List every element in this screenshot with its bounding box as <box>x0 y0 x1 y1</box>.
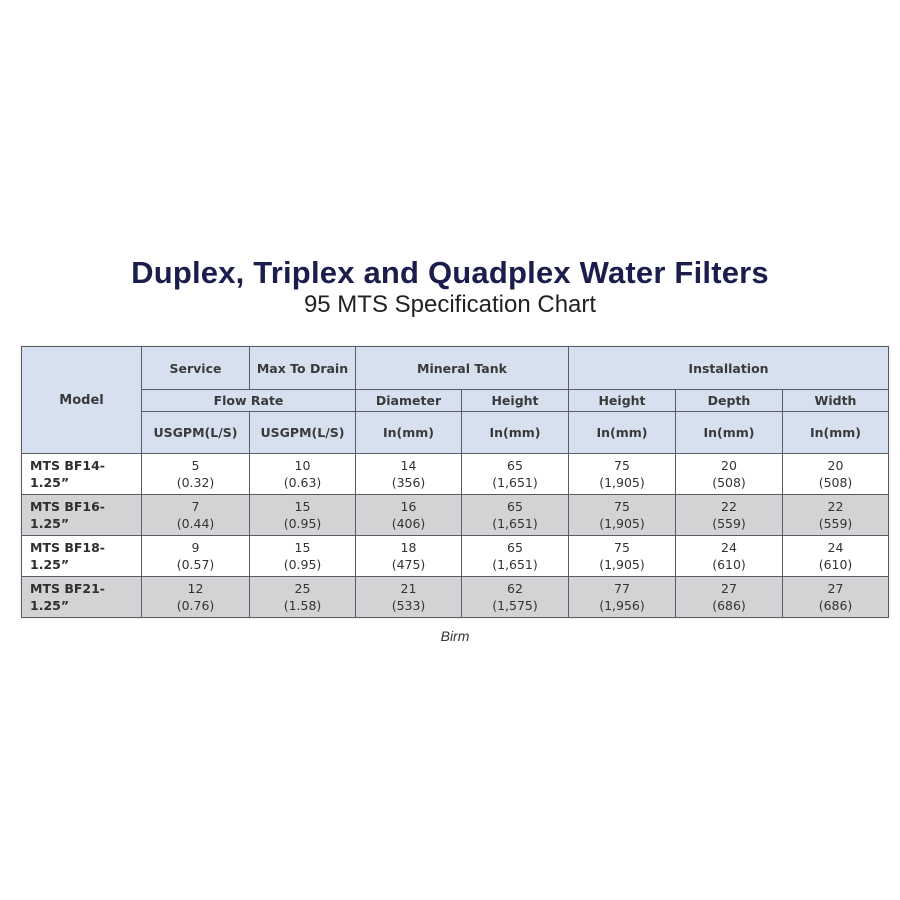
header-mineral-tank: Mineral Tank <box>356 347 569 390</box>
header-model: Model <box>22 347 142 454</box>
header-width: Width <box>783 390 889 412</box>
depth-cell: 20 (508) <box>676 454 783 495</box>
diameter-cell: 16 (406) <box>356 495 462 536</box>
depth-cell: 22 (559) <box>676 495 783 536</box>
header-row-units <box>22 412 889 454</box>
unit-installation-height: In(mm) <box>569 412 676 454</box>
header-depth: Depth <box>676 390 783 412</box>
installation-height-cell: 75 (1,905) <box>569 454 676 495</box>
header-installation: Installation <box>569 347 889 390</box>
max-to-drain-cell: 25 (1.58) <box>250 577 356 618</box>
tank-height-cell: 62 (1,575) <box>462 577 569 618</box>
depth-cell: 24 (610) <box>676 536 783 577</box>
table-caption: Birm <box>440 628 470 644</box>
tank-height-cell: 65 (1,651) <box>462 454 569 495</box>
model-cell: MTS BF18-1.25” <box>22 536 142 577</box>
diameter-cell: 14 (356) <box>356 454 462 495</box>
diameter-cell: 18 (475) <box>356 536 462 577</box>
service-cell: 9 (0.57) <box>142 536 250 577</box>
unit-service: USGPM(L/S) <box>142 412 250 454</box>
header-diameter: Diameter <box>356 390 462 412</box>
model-cell: MTS BF21-1.25” <box>22 577 142 618</box>
installation-height-cell: 75 (1,905) <box>569 495 676 536</box>
unit-diameter: In(mm) <box>356 412 462 454</box>
header-service: Service <box>142 347 250 390</box>
table-row <box>22 454 889 495</box>
diameter-cell: 21 (533) <box>356 577 462 618</box>
service-cell: 5 (0.32) <box>142 454 250 495</box>
tank-height-cell: 65 (1,651) <box>462 495 569 536</box>
header-tank-height: Height <box>462 390 569 412</box>
width-cell: 24 (610) <box>783 536 889 577</box>
model-cell: MTS BF14-1.25” <box>22 454 142 495</box>
max-to-drain-cell: 15 (0.95) <box>250 495 356 536</box>
header-installation-height: Height <box>569 390 676 412</box>
installation-height-cell: 75 (1,905) <box>569 536 676 577</box>
header-flow-rate: Flow Rate <box>142 390 356 412</box>
header-row-groups <box>22 347 889 390</box>
width-cell: 20 (508) <box>783 454 889 495</box>
depth-cell: 27 (686) <box>676 577 783 618</box>
unit-max-to-drain: USGPM(L/S) <box>250 412 356 454</box>
table-row <box>22 536 889 577</box>
unit-tank-height: In(mm) <box>462 412 569 454</box>
tank-height-cell: 65 (1,651) <box>462 536 569 577</box>
width-cell: 27 (686) <box>783 577 889 618</box>
max-to-drain-cell: 15 (0.95) <box>250 536 356 577</box>
service-cell: 7 (0.44) <box>142 495 250 536</box>
table-row <box>22 577 889 618</box>
service-cell: 12 (0.76) <box>142 577 250 618</box>
unit-width: In(mm) <box>783 412 889 454</box>
specification-table <box>21 346 889 618</box>
unit-depth: In(mm) <box>676 412 783 454</box>
header-row-sub <box>22 390 889 412</box>
model-cell: MTS BF16-1.25” <box>22 495 142 536</box>
page-subtitle: 95 MTS Specification Chart <box>303 291 597 318</box>
page-title: Duplex, Triplex and Quadplex Water Filters <box>131 255 769 290</box>
installation-height-cell: 77 (1,956) <box>569 577 676 618</box>
table-row <box>22 495 889 536</box>
max-to-drain-cell: 10 (0.63) <box>250 454 356 495</box>
header-max-to-drain: Max To Drain <box>250 347 356 390</box>
width-cell: 22 (559) <box>783 495 889 536</box>
